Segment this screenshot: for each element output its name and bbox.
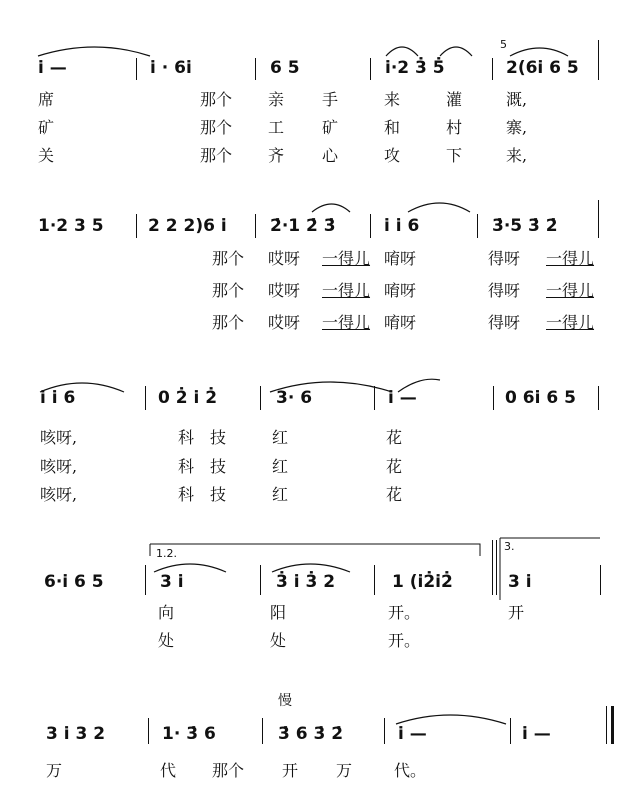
tempo-mark: 慢 xyxy=(278,693,292,709)
lyric: 亲 xyxy=(268,90,285,109)
lyric: 一得儿 xyxy=(546,281,595,300)
measure-1-1: i̇ — xyxy=(38,58,67,78)
lyric: 那个 xyxy=(212,313,245,332)
lyric: 咳呀, xyxy=(40,457,78,476)
lyric: 技 xyxy=(210,457,227,476)
measure-4-2: 3 i̇ xyxy=(160,572,184,592)
lyric: 技 xyxy=(210,485,227,504)
lyric: 哎呀 xyxy=(268,313,301,332)
measure-3-5: 0 6i̇ 6 5 xyxy=(505,388,576,408)
lyric: 咳呀, xyxy=(40,428,78,447)
lyric: 心 xyxy=(322,146,339,165)
measure-5-3: 3̇ 6 3̇ 2̇ xyxy=(278,724,344,744)
lyric: 得呀 xyxy=(488,281,521,300)
measure-2-1: 1·2 3 5 xyxy=(38,216,104,236)
lyric: 唷呀 xyxy=(384,313,417,332)
measure-4-4: 1 (i̇2̇i̇2̇ xyxy=(392,572,453,592)
lyric: 哎呀 xyxy=(268,249,301,268)
measure-3-4: i̇ — xyxy=(388,388,417,408)
lyric: 一得儿 xyxy=(322,281,371,300)
measure-3-2: 0 2̇ i̇ 2̇ xyxy=(158,388,218,408)
lyric: 开 xyxy=(282,761,299,780)
lyric: 花 xyxy=(386,428,403,447)
lyric: 阳 xyxy=(270,603,287,622)
lyric: 向 xyxy=(158,603,175,622)
lyric: 溉, xyxy=(506,90,528,109)
measure-3-3: 3· 6 xyxy=(276,388,313,408)
measure-2-4: i̇ i̇ 6 xyxy=(384,216,420,236)
measure-1-2: i̇ · 6i̇ xyxy=(150,58,192,78)
lyric: 工 xyxy=(268,118,285,137)
lyric: 齐 xyxy=(268,146,285,165)
lyric: 花 xyxy=(386,457,403,476)
lyric: 一得儿 xyxy=(322,313,371,332)
lyric: 科 xyxy=(178,485,195,504)
mark-5: 5 xyxy=(500,38,507,51)
lyric: 矿 xyxy=(322,118,339,137)
lyric: 那个 xyxy=(212,761,245,780)
volta-1-2: 1.2. xyxy=(156,547,177,560)
lyric: 下 xyxy=(446,146,463,165)
lyric: 来, xyxy=(506,146,528,165)
lyric: 开 xyxy=(508,603,525,622)
lyric: 开。 xyxy=(388,631,421,650)
lyric: 关 xyxy=(38,146,55,165)
measure-2-2: 2 2 2)6 i̇ xyxy=(148,216,227,236)
measure-3-1: i̇ i̇ 6 xyxy=(40,388,76,408)
lyric: 开。 xyxy=(388,603,421,622)
lyric: 万 xyxy=(46,761,63,780)
volta-3: 3. xyxy=(504,540,515,553)
lyric: 一得儿 xyxy=(546,313,595,332)
lyric: 灌 xyxy=(446,90,463,109)
lyric: 咳呀, xyxy=(40,485,78,504)
lyric: 来 xyxy=(384,90,401,109)
measure-2-5: 3̇·5 3̇ 2̇ xyxy=(492,216,558,236)
measure-5-5: i̇ — xyxy=(522,724,551,744)
measure-2-3: 2̇·1 2̇ 3̇ xyxy=(270,216,336,236)
lyric: 唷呀 xyxy=(384,249,417,268)
lyric: 那个 xyxy=(200,118,233,137)
measure-5-1: 3 i̇ 3 2 xyxy=(46,724,106,744)
lyric: 代。 xyxy=(394,761,427,780)
measure-5-2: 1· 3̇ 6 xyxy=(162,724,216,744)
lyric: 得呀 xyxy=(488,249,521,268)
lyric: 村 xyxy=(446,118,463,137)
lyric: 手 xyxy=(322,90,339,109)
lyric: 处 xyxy=(270,631,287,650)
measure-4-3: 3̇ i̇ 3̇ 2 xyxy=(276,572,336,592)
measure-5-4: i̇ — xyxy=(398,724,427,744)
lyric: 一得儿 xyxy=(546,249,595,268)
lyric: 花 xyxy=(386,485,403,504)
lyric: 那个 xyxy=(200,90,233,109)
measure-1-3: 6 5 xyxy=(270,58,300,78)
lyric: 和 xyxy=(384,118,401,137)
lyric: 寨, xyxy=(506,118,528,137)
measure-4-5: 3 i̇ xyxy=(508,572,532,592)
lyric: 红 xyxy=(272,485,289,504)
lyric: 哎呀 xyxy=(268,281,301,300)
lyric: 那个 xyxy=(212,281,245,300)
measure-1-4: i̇·2 3̇ 5̇ xyxy=(385,58,445,78)
lyric: 科 xyxy=(178,428,195,447)
lyric: 攻 xyxy=(384,146,401,165)
lyric: 代 xyxy=(160,761,177,780)
lyric: 一得儿 xyxy=(322,249,371,268)
lyric: 处 xyxy=(158,631,175,650)
lyric: 得呀 xyxy=(488,313,521,332)
measure-4-1: 6·i̇ 6 5 xyxy=(44,572,104,592)
lyric: 矿 xyxy=(38,118,55,137)
lyric: 红 xyxy=(272,428,289,447)
lyric: 唷呀 xyxy=(384,281,417,300)
lyric: 那个 xyxy=(212,249,245,268)
lyric: 万 xyxy=(336,761,353,780)
lyric: 技 xyxy=(210,428,227,447)
lyric: 席 xyxy=(38,90,55,109)
measure-1-5: 2(6i̇ 6 5 xyxy=(506,58,579,78)
lyric: 科 xyxy=(178,457,195,476)
lyric: 红 xyxy=(272,457,289,476)
lyric: 那个 xyxy=(200,146,233,165)
